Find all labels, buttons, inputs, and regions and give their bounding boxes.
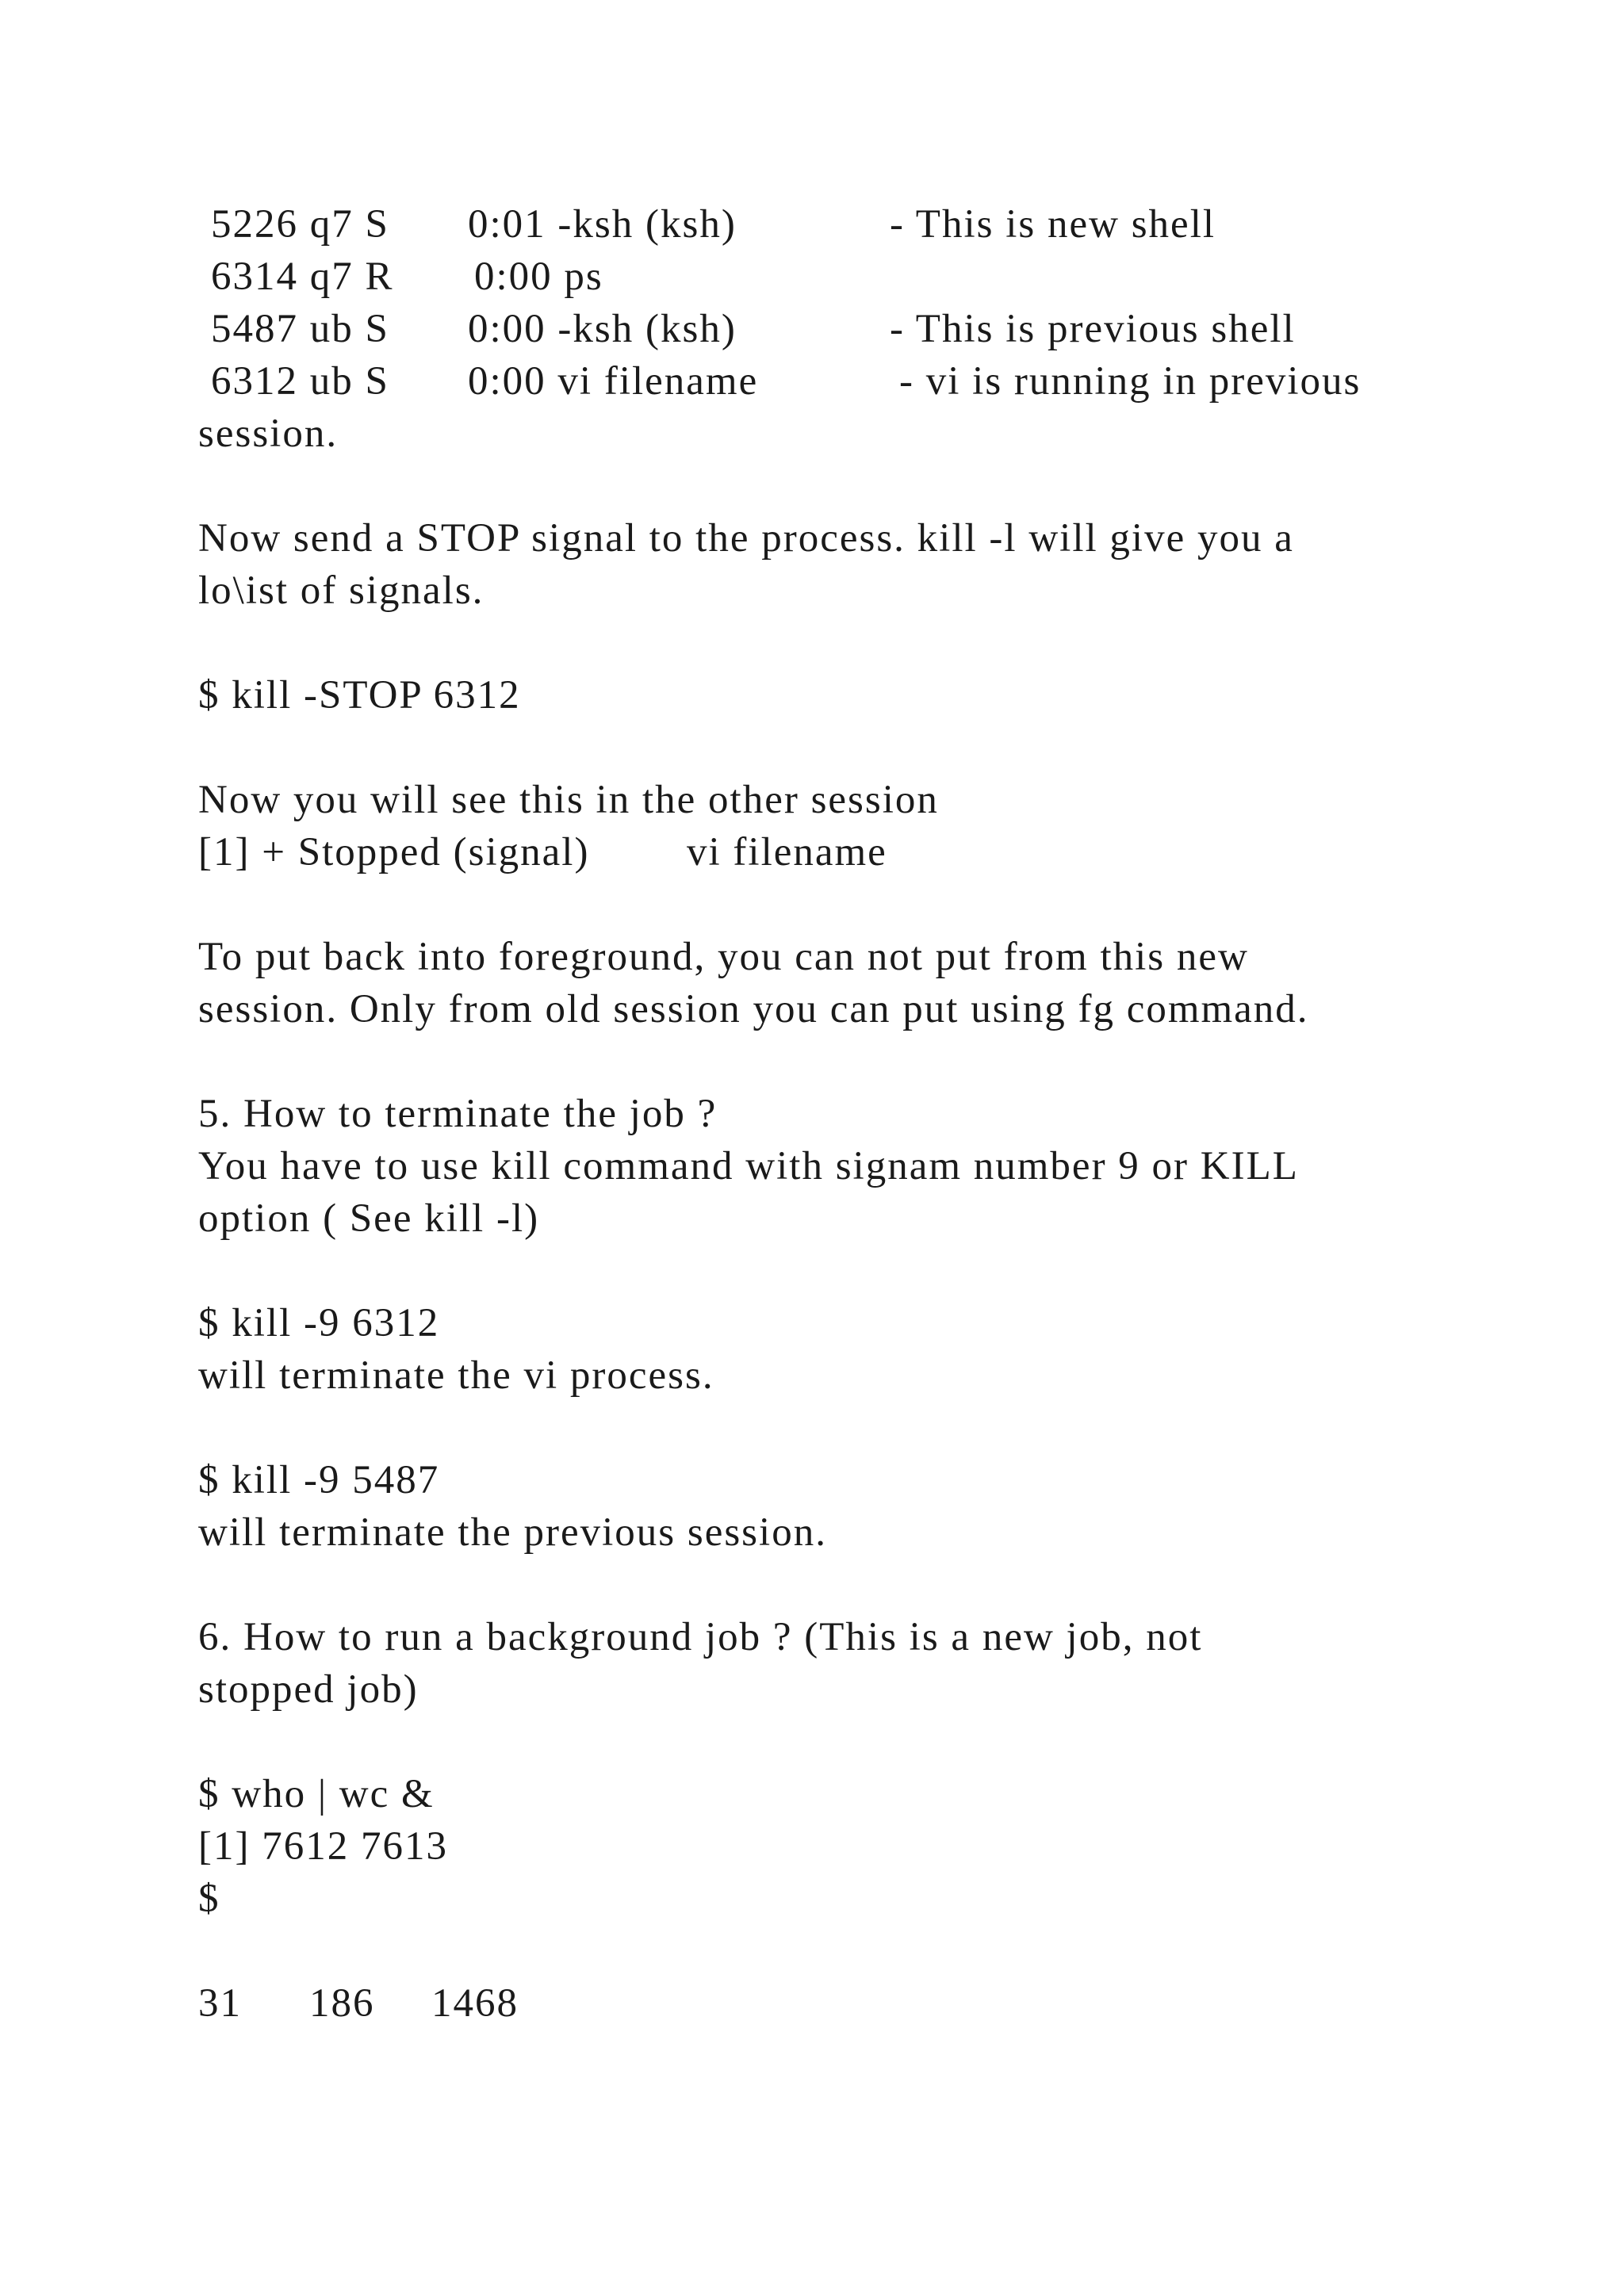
pid-state: 5487 ub S	[211, 307, 389, 351]
process-command: 0:01 -ksh (ksh)	[468, 202, 737, 247]
paragraph-line: will terminate the previous session.	[198, 1510, 827, 1555]
process-note: - vi is running in previous	[899, 359, 1362, 404]
pid-state: 6312 ub S	[211, 359, 389, 404]
command-line: $ who | wc &	[198, 1772, 435, 1816]
paragraph-line: lo\ist of signals.	[198, 568, 485, 613]
output-chars: 1468	[431, 1981, 519, 2026]
paragraph-line: Now you will see this in the other session	[198, 778, 939, 822]
process-command: 0:00 vi filename	[468, 359, 759, 404]
output-lines: 31	[198, 1981, 242, 2026]
pid-state: 6314 q7 R	[211, 254, 394, 299]
process-note: - This is previous shell	[890, 307, 1296, 351]
command-line: $ kill -STOP 6312	[198, 673, 521, 718]
command-line: $ kill -9 6312	[198, 1301, 440, 1345]
job-status: [1] + Stopped (signal)	[198, 830, 590, 874]
prompt-line: $	[198, 1877, 220, 1921]
process-note: - This is new shell	[890, 202, 1216, 247]
paragraph-line: You have to use kill command with signam number 9 or KILL	[198, 1144, 1299, 1188]
paragraph-line: To put back into foreground, you can not put from this new	[198, 935, 1249, 979]
section-heading: 6. How to run a background job ? (This is a new job, not	[198, 1615, 1203, 1659]
section-heading: 5. How to terminate the job ?	[198, 1092, 718, 1136]
paragraph-line: will terminate the vi process.	[198, 1353, 714, 1398]
job-line: [1] 7612 7613	[198, 1824, 448, 1869]
table-wrap-text: session.	[198, 411, 339, 456]
section-heading: stopped job)	[198, 1667, 419, 1712]
paragraph-line: session. Only from old session you can put using fg command.	[198, 987, 1309, 1031]
job-command: vi filename	[687, 830, 887, 874]
process-command: 0:00 -ksh (ksh)	[468, 307, 737, 351]
pid-state: 5226 q7 S	[211, 202, 389, 247]
command-line: $ kill -9 5487	[198, 1458, 440, 1502]
process-command: 0:00 ps	[474, 254, 603, 299]
paragraph-line: option ( See kill -l)	[198, 1196, 540, 1241]
paragraph-line: Now send a STOP signal to the process. kill -l will give you a	[198, 516, 1294, 561]
output-words: 186	[309, 1981, 375, 2026]
